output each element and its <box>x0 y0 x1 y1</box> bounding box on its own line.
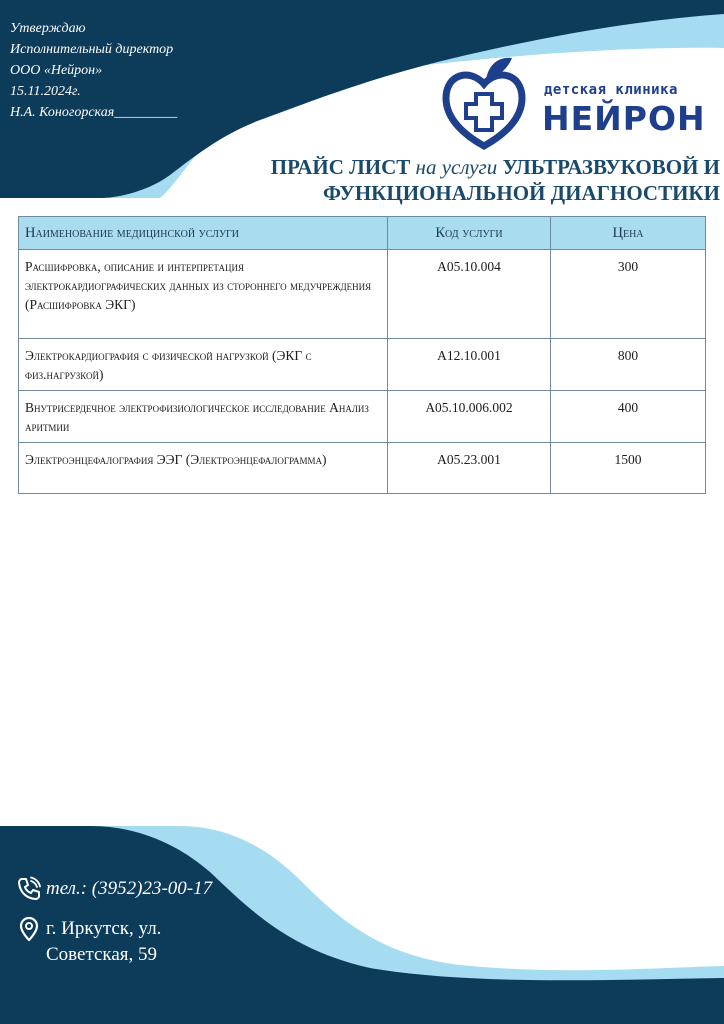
title-part: УЛЬТРАЗВУКОВОЙ И <box>502 155 720 179</box>
service-code: А05.10.006.002 <box>388 391 551 443</box>
price-table <box>18 216 706 494</box>
logo-heart-icon <box>446 75 522 146</box>
address-line: Советская, 59 <box>46 944 158 965</box>
approval-line: Исполнительный директор <box>10 42 174 57</box>
approval-stamp <box>10 18 177 123</box>
service-name: Электрокардиография с физической нагрузкой (ЭКГ с физ.нагрузкой) <box>19 339 388 391</box>
title-part: на услуги <box>415 155 498 179</box>
approval-line: Н.А. Коногорская_________ <box>10 105 178 120</box>
column-header-price: Цена <box>551 217 706 250</box>
address-text <box>46 916 161 968</box>
column-header-name: Наименование медицинской услуги <box>19 217 388 250</box>
service-price: 400 <box>551 391 706 443</box>
service-name: Внутрисердечное электрофизиологическое исследование Анализ аритмии <box>19 391 388 443</box>
location-pin-icon <box>16 916 42 942</box>
table-row <box>19 443 706 494</box>
approval-line: Утверждаю <box>10 21 86 36</box>
title-part: ПРАЙС ЛИСТ <box>270 155 411 179</box>
service-price: 800 <box>551 339 706 391</box>
column-header-code: Код услуги <box>388 217 551 250</box>
approval-line: ООО «Нейрон» <box>10 63 103 78</box>
service-price: 1500 <box>551 443 706 494</box>
phone-icon <box>16 876 42 902</box>
approval-line: 15.11.2024г. <box>10 84 81 99</box>
address-line: г. Иркутск, ул. <box>46 918 162 939</box>
service-code: А05.23.001 <box>388 443 551 494</box>
address-row <box>16 916 212 968</box>
service-name: Электроэнцефалография ЭЭГ (Электроэнцефалограмма) <box>19 443 388 494</box>
logo-subtitle: детская клиника <box>544 82 678 98</box>
phone-text: тел.: (3952)23-00-17 <box>46 878 213 899</box>
service-code: А12.10.001 <box>388 339 551 391</box>
service-name: Расшифровка, описание и интерпретация электрокардиографических данных из стороннего медучреждения (Расшифровка ЭКГ) <box>19 250 388 339</box>
service-price: 300 <box>551 250 706 339</box>
page-title <box>250 154 720 206</box>
table-row <box>19 339 706 391</box>
table-row <box>19 250 706 339</box>
logo-title: НЕЙРОН <box>542 99 706 138</box>
table-header-row <box>19 217 706 250</box>
logo-cross-icon <box>466 94 502 130</box>
phone-row <box>16 876 212 902</box>
service-code: А05.10.004 <box>388 250 551 339</box>
footer-contacts <box>16 876 212 982</box>
table-row <box>19 391 706 443</box>
title-line2: ФУНКЦИОНАЛЬНОЙ ДИАГНОСТИКИ <box>322 181 720 205</box>
